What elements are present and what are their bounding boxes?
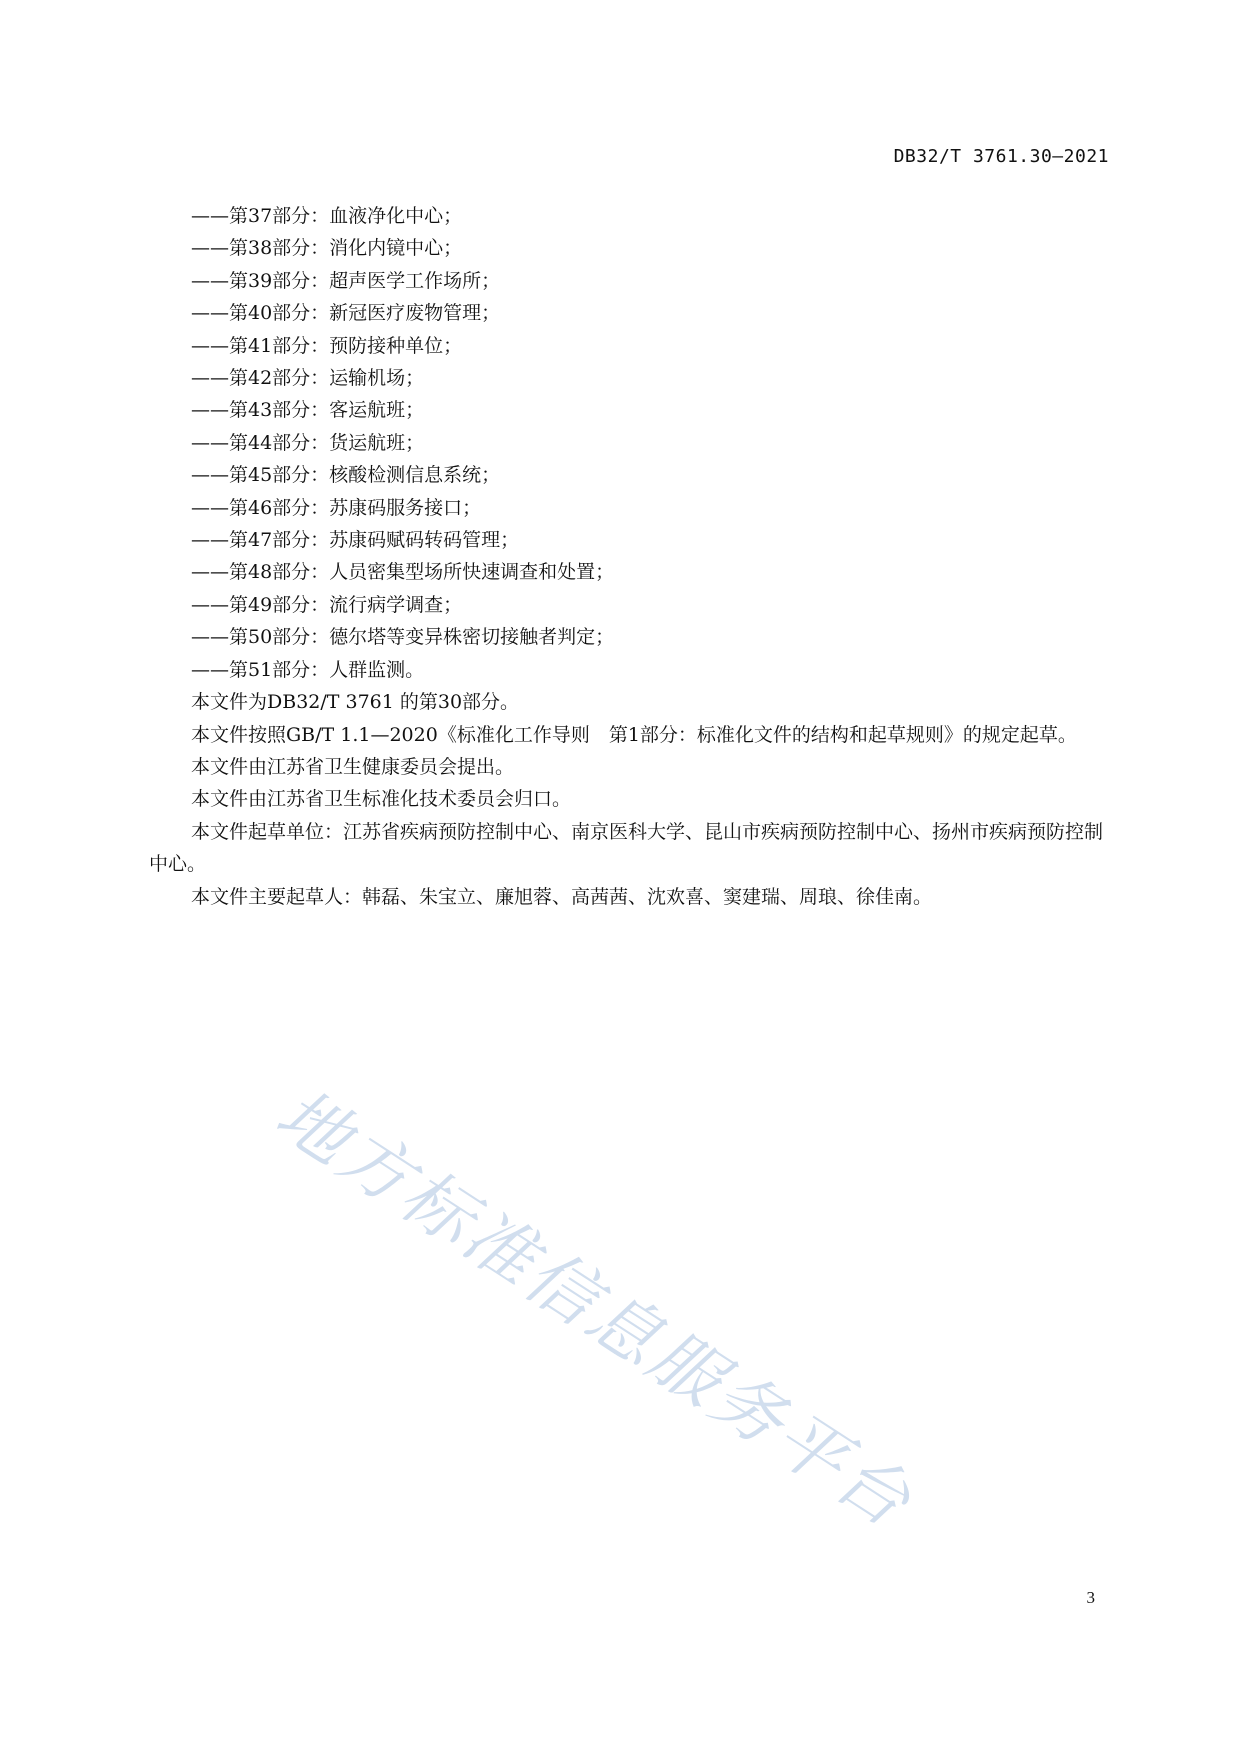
list-item: ——第42部分：运输机场； (191, 367, 425, 390)
parts-list (149, 200, 1111, 686)
list-item: ——第41部分：预防接种单位； (191, 334, 463, 357)
main-drafters: 本文件主要起草人：韩磊、朱宝立、廉旭蓉、高茜茜、沈欢喜、窦建瑞、周琅、徐佳南。 (191, 885, 933, 908)
part-statement: 本文件为DB32/T 3761 的第30部分。 (191, 691, 520, 714)
list-item: ——第39部分：超声医学工作场所； (191, 269, 501, 292)
list-item: ——第47部分：苏康码赋码转码管理； (191, 529, 520, 552)
drafting-units: 本文件起草单位：江苏省疾病预防控制中心、南京医科大学、昆山市疾病预防控制中心、扬州市疾病预防控制中心。 (149, 820, 1104, 876)
list-item: ——第50部分：德尔塔等变异株密切接触者判定； (191, 626, 615, 649)
proposer-statement: 本文件由江苏省卫生健康委员会提出。 (191, 755, 515, 778)
list-item: ——第51部分：人群监测。 (191, 658, 425, 681)
list-item: ——第45部分：核酸检测信息系统； (191, 464, 501, 487)
document-body (149, 200, 1111, 913)
document-code: DB32/T 3761.30—2021 (893, 146, 1109, 167)
drafting-rule-statement: 本文件按照GB/T 1.1—2020《标准化工作导则 第1部分：标准化文件的结构和起草规则》的规定起草。 (191, 723, 1077, 746)
list-item: ——第40部分：新冠医疗废物管理； (191, 302, 501, 325)
list-item: ——第44部分：货运航班； (191, 431, 425, 454)
list-item: ——第38部分：消化内镜中心； (191, 237, 463, 260)
list-item: ——第43部分：客运航班； (191, 399, 425, 422)
centralized-by-statement: 本文件由江苏省卫生标准化技术委员会归口。 (191, 788, 572, 811)
watermark: 地方标准信息服务平台 (262, 1072, 928, 1545)
list-item: ——第46部分：苏康码服务接口； (191, 496, 482, 519)
list-item: ——第37部分：血液净化中心； (191, 205, 463, 227)
list-item: ——第49部分：流行病学调查； (191, 593, 463, 616)
list-item: ——第48部分：人员密集型场所快速调查和处置； (191, 561, 615, 584)
page-number: 3 (1086, 1588, 1095, 1607)
